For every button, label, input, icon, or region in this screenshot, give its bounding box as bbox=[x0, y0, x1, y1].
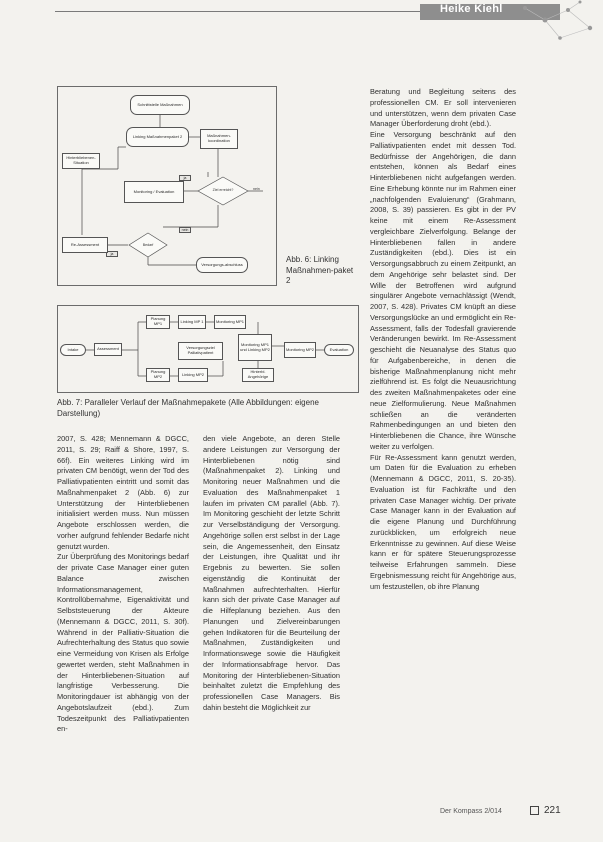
book-icon bbox=[530, 806, 539, 815]
fig6-start: Schnittstelle Maßnahmen bbox=[130, 95, 190, 115]
col3-paragraph: Für Re-Assessment kann genutzt werden, um Daten für die Evaluation zu erheben (Mennemann & DGCC, 2011, S. 20-35). Evaluation ist für Fachkräfte und den privaten Case Manager wichtig. Der private Case Manager kann in der Evaluation auf die eigene Planung und Durchführung zurückblicken, um erfolgreich neue Erkenntnisse zu gewinnen. Auf diese Weise kann er für spätere Steuerungsprozesse teilweise Erfahrungen sammeln. Diese Ergebnismessung reicht für Angehörige aus, um festzustellen, ob ihre Planung bbox=[370, 452, 516, 591]
figure-6-caption: Abb. 6: Linking Maßnahmen-paket 2 bbox=[286, 255, 354, 285]
fig7-abschluss: Evaluation bbox=[324, 344, 354, 356]
fig6-tag-ja2: ja bbox=[106, 251, 118, 257]
fig7-eval: Monitoring MP1 und Linking MP2 bbox=[238, 334, 272, 361]
col1-paragraph: Zur Überprüfung des Monitorings bedarf der private Case Manager einer guten Balance zwischen Informationsmanagement, Kontrollübernahme, Eigenaktivität und Selbststeuerung der Akteure (Mennemann & DGCC, 2011, S. 30f). Während in der Palliativ-Situation die Aufrechterhaltung des Status quo sowie eine Vermeidung von Krisen als Erfolge gewertet werden, steht Maßnahmen in der Hinterbliebenen-Situation auf langfristige Verbesserung. Die Monitoringdauer ist abhängig von der Angebotslaufzeit (ebd.). Zum Todeszeitpunkt des Palliativpatienten en- bbox=[57, 552, 189, 734]
network-graphic bbox=[520, 0, 600, 45]
journal-name: Der Kompass 2/014 bbox=[440, 808, 502, 815]
page-number: 221 bbox=[544, 805, 561, 816]
fig7-planung2: Planung MP2 bbox=[146, 368, 170, 382]
col1-paragraph: 2007, S. 428; Mennemann & DGCC, 2011, S. 29; Raiff & Shore, 1997, S. 66f). Ein weiteres Linking wird im privaten CM benötigt, wenn der Tod des Palliativpatienten eintritt und somit das Maßnahmenpaket 2 (Abb. 6) zur Unterstützung der Hinterbliebenen initialisiert werden muss. Nun müssen Angebote erschlossen werden, die vorher aufgrund fehlender Bedarfe nicht genutzt wurden. bbox=[57, 434, 189, 551]
fig7-intake: Intake bbox=[60, 344, 86, 356]
fig6-left-box: Hinterbliebenen-Situation bbox=[62, 153, 100, 169]
col3-paragraph: Eine Versorgung beschränkt auf den Palliativpatienten endet mit dessen Tod. Bedürfnisse der Angehörigen, die dann entstehen, können als Bedarf eines Hinterbliebenen nicht aufgefangen werden. Eine Erhebung könnte nur im Rahmen einer „nachfolgenden Evaluierung“ (Grahmann, 2008, S. 39) passieren. Es gibt in der PV keine mit einem Re-Assessment vergleichbare Zielverfolgung. Belange der Hinterbliebenen fallen in andere Zuständigkeiten (ebd.). Dies ist ein Versorgungsabbruch zu einem Zeitpunkt, an dem Angehörige sehr belastet sind. Der Wille der Betroffenen wird aufgrund singulärer Angebote vernachlässigt (Wendt, 2007, S. 428). Privates CM knüpft an diese Versorgungslücke an und ermöglicht ein Re-Assessment, falls der Todesfall gravierende Veränderungen bewirkt. Im Re-Assessment geschieht die Neuanalyse des Status quo für Aufgabenbereiche, in denen die bisherige Maßnahmenplanung nicht mehr zielführend ist. Es folgt die Neuausrichtung des zweiten Maßnahmenpaketes oder eine neue Zielformulierung. Neue Maßnahmen schließen an die veränderten Rahmenbedingungen an und bieten den Hinterbliebenen die Chance, ihre Wünsche weiter zu verfolgen. bbox=[370, 130, 516, 451]
fig6-tag-nein: nein bbox=[253, 187, 260, 191]
figure-7 bbox=[57, 305, 359, 393]
fig7-hinterbl: Hinterbl. Angehörige bbox=[242, 368, 274, 382]
fig7-linking1: Linking MP 1 bbox=[178, 315, 206, 329]
fig6-monitoring: Monitoring / Evaluation bbox=[124, 181, 184, 203]
fig7-linking2: Linking MP2 bbox=[178, 368, 208, 382]
text-column-3 bbox=[370, 87, 516, 592]
text-column-2 bbox=[203, 434, 340, 714]
fig6-diamond1: Ziel erreicht? bbox=[212, 188, 234, 192]
fig6-linking: Linking Maßnahmenpaket 2 bbox=[126, 127, 189, 147]
text-column-1 bbox=[57, 434, 189, 735]
fig6-tag-ja: ja bbox=[179, 175, 191, 181]
fig7-planung1: Planung MP1 bbox=[146, 315, 170, 329]
fig6-koordination: Maßnahmen-koordination bbox=[200, 129, 238, 149]
author-name: Heike Kiehl bbox=[440, 3, 503, 15]
col3-paragraph: Beratung und Begleitung seitens des professionellen CM. Er soll intervenieren und unterstützen, wenn dem privaten Case Manager Überforderung droht (ebd.). bbox=[370, 87, 516, 129]
fig6-diamond2: Bedarf bbox=[142, 243, 154, 247]
col2-paragraph: den viele Angebote, an deren Stelle andere Leistungen zur Versorgung der Hinterbliebenen nötig sind (Maßnahmenpaket 2). Linking und Monitoring neuer Maßnahmen und die Evaluation des Maßnahmenpaket 1 laufen im privaten CM parallel (Abb. 7). Im Monitoring geschieht der letzte Schritt zur Verselbständigung der Versorgung. Angehörige sollen erst selbst in der Lage sein, die Angemessenheit, den Einsatz der Leistungen, ihre Qualität und ihr Ergebnis zu bewerten. Sie sollen eigenständig die Kontinuität der Maßnahmen aufrechterhalten. Hierfür kann sich der private Case Manager auf die Hilfeplanung beziehen. Aus den Planungen und Zielvereinbarungen gehen Indikatoren für die Beurteilung der Maßnahmen, Zuständigkeiten und Informationswege sowie die Häufigkeit der Informationsabfrage hervor. Das Monitoring der Hinterbliebenen-Situation beinhaltet zuletzt die Empfehlung des professionellen Case Managers. Bis dahin besteht die Möglichkeit zur bbox=[203, 434, 340, 712]
figure-6 bbox=[57, 86, 277, 286]
fig6-end: Versorgungs-abschluss bbox=[196, 257, 248, 273]
fig7-assessment: Assessment bbox=[94, 343, 122, 356]
fig7-koord: Versorgungsziel Palliativpatient bbox=[178, 342, 223, 360]
fig7-monitoring2: Monitoring MP2 bbox=[284, 342, 316, 358]
figure-7-caption bbox=[57, 398, 357, 419]
fig6-reassessment: Re-Assessment bbox=[62, 237, 108, 253]
figure-7-caption-text: Paralleler Verlauf der Maßnahmepakete (Alle Abbildungen: eigene Darstellung) bbox=[57, 398, 319, 418]
fig7-monitoring1: Monitoring MP1 bbox=[214, 315, 246, 329]
figure-7-caption-label: Abb. 7: bbox=[57, 398, 83, 407]
fig6-tag-nein2: nein bbox=[179, 227, 191, 233]
